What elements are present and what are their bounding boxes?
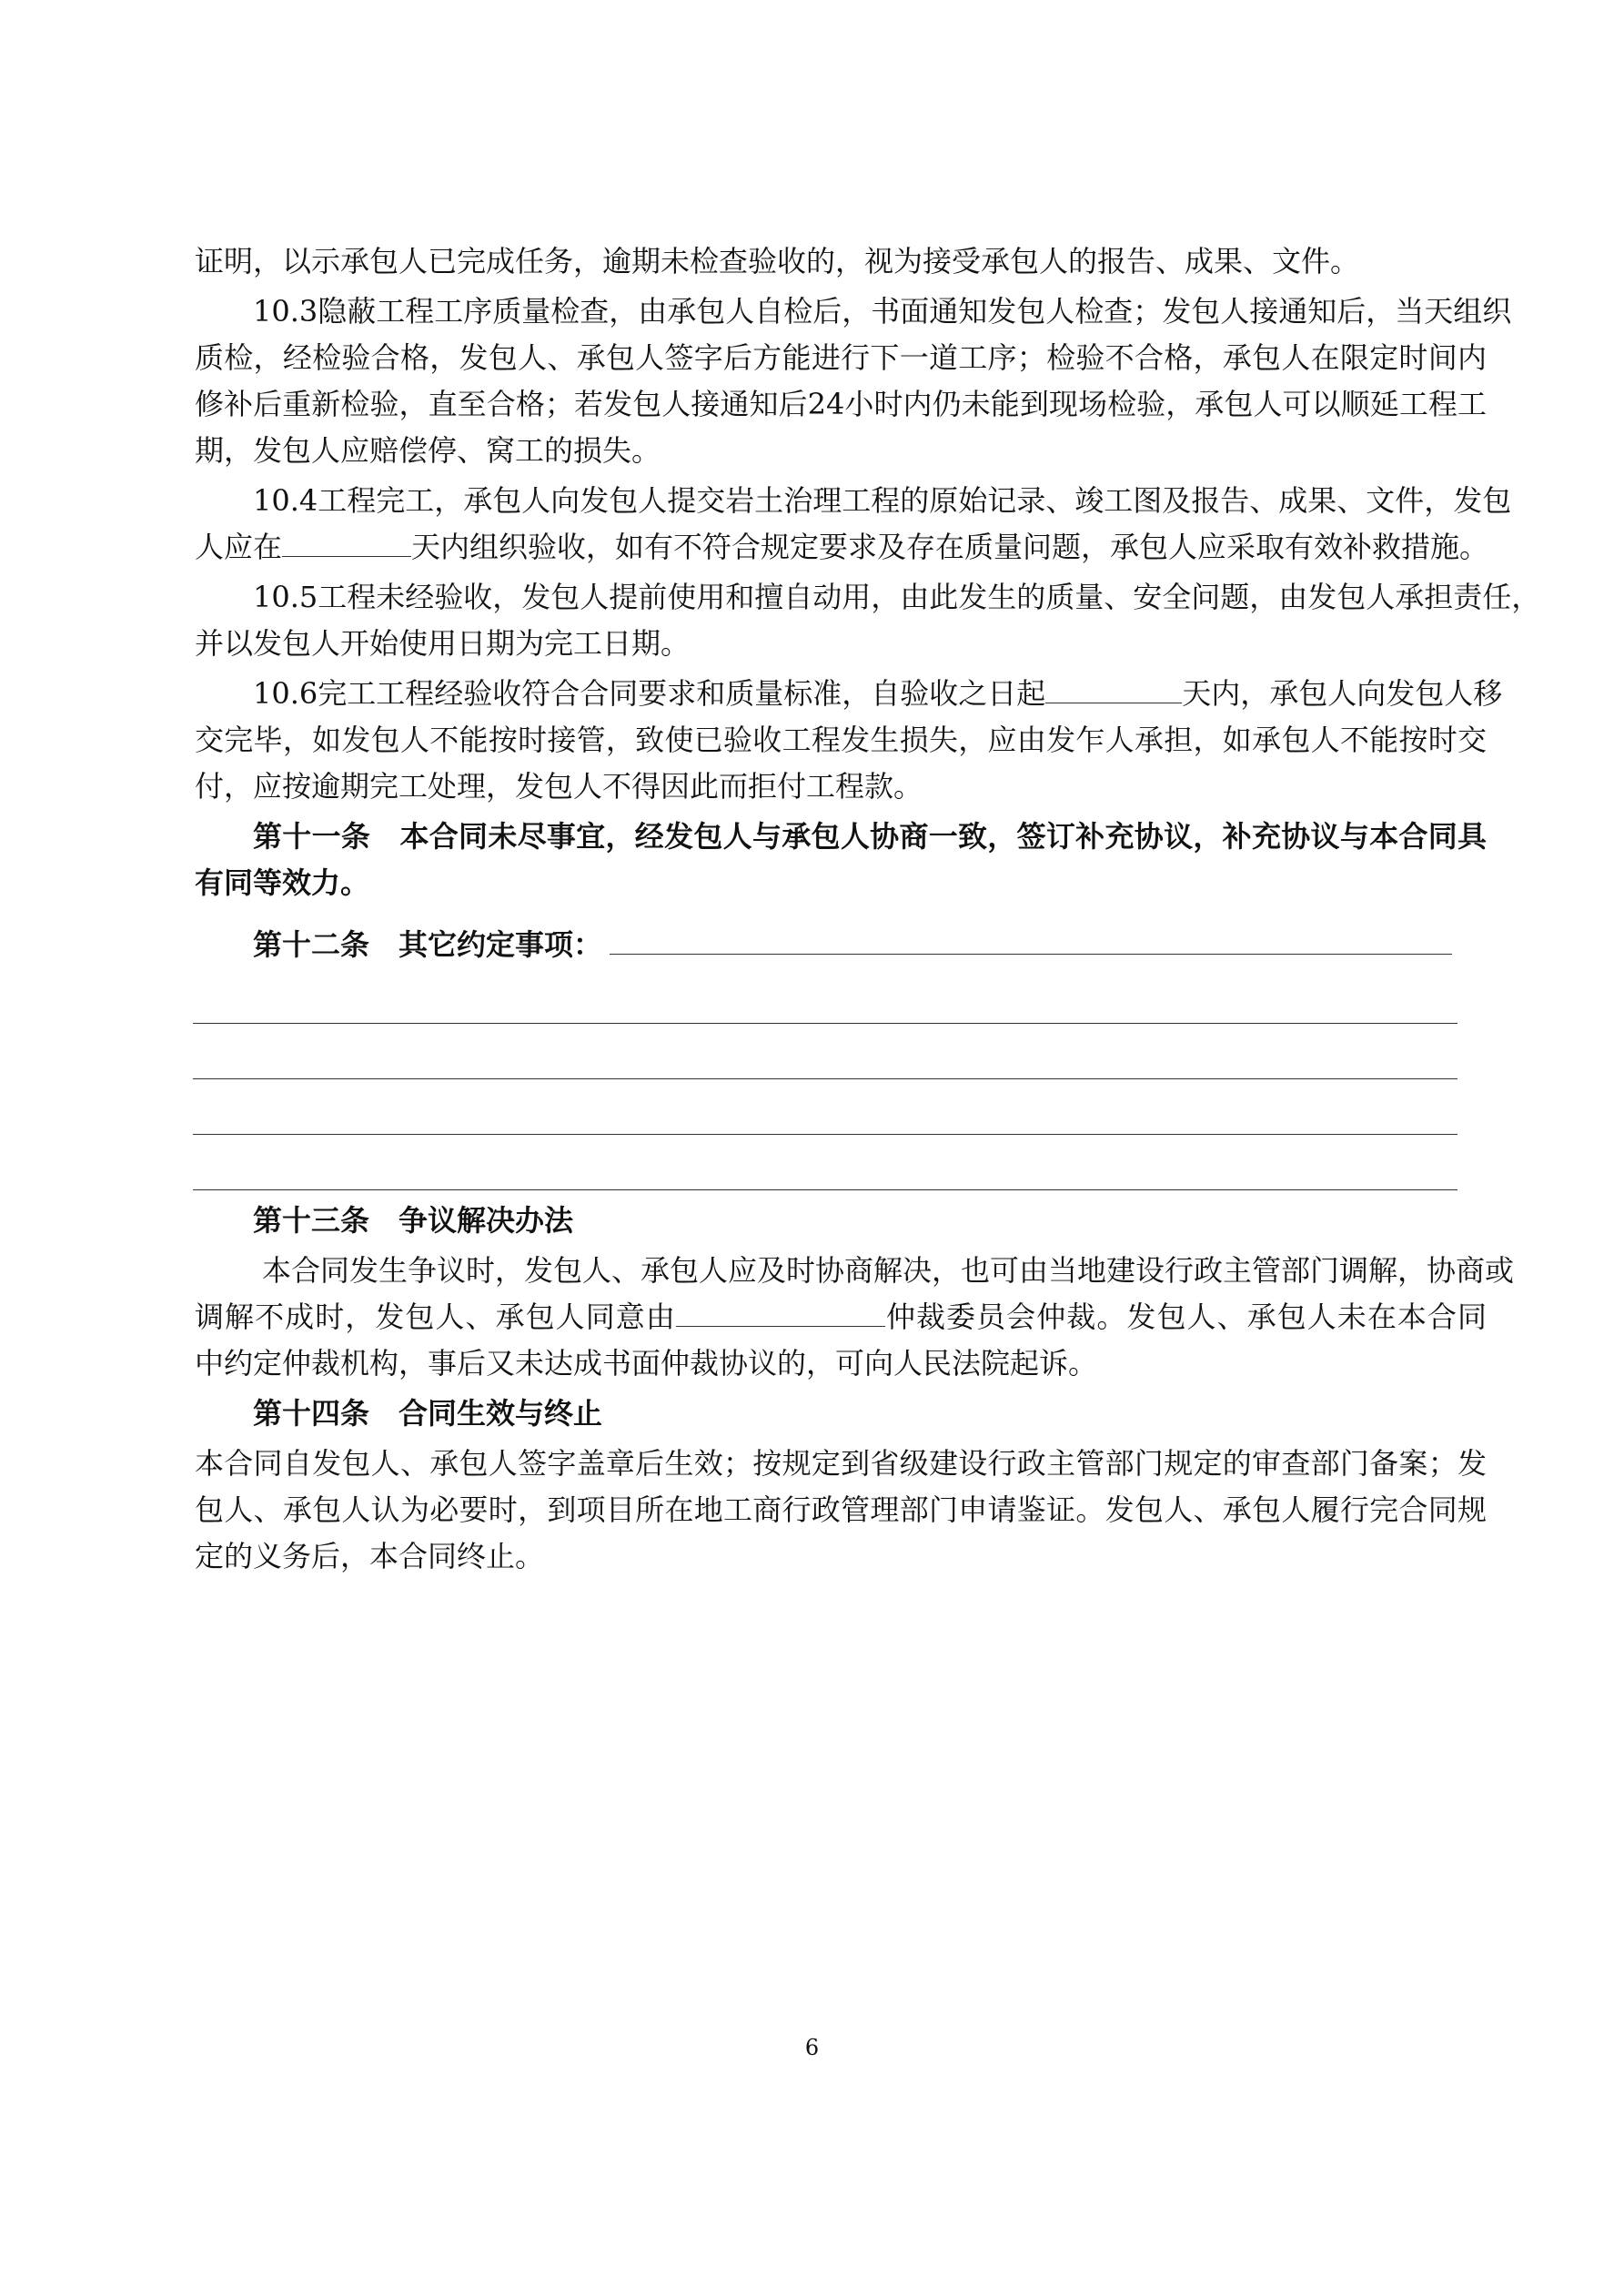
- clause-10-3: [195, 288, 1512, 474]
- contract-page-body: [195, 238, 1541, 1580]
- page-number: 6: [804, 2035, 820, 2060]
- text-line: 定的义务后，本合同终止。: [195, 1539, 545, 1573]
- text-line: 并以发包人开始使用日期为完工日期。: [195, 626, 691, 661]
- clause-10-5: [195, 574, 1541, 667]
- text-segment: 调解不成时，发包人、承包人同意由: [195, 1300, 676, 1334]
- text-line: 交完毕，如发包人不能按时接管，致使已验收工程发生损失，应由发乍人承担，如承包人不能按时交: [195, 723, 1487, 757]
- text-line: 本合同自发包人、承包人签字盖章后生效；按规定到省级建设行政主管部门规定的审查部门备案；发: [195, 1446, 1487, 1481]
- paragraph-10-2-tail: [195, 238, 1487, 285]
- blank-line[interactable]: [193, 1024, 1458, 1079]
- text-line: 第十一条 本合同未尽事宜，经发包人与承包人协商一致，签订补充协议，补充协议与本合同具: [253, 819, 1487, 854]
- text-line: 10.4工程完工，承包人向发包人提交岩土治理工程的原始记录、竣工图及报告、成果、文件，发包: [253, 483, 1512, 518]
- text-line: [195, 524, 1487, 571]
- clause-10-6: [195, 671, 1503, 810]
- clause-10-4: [195, 478, 1512, 571]
- text-line: 质检，经检验合格，发包人、承包人签字后方能进行下一道工序；检验不合格，承包人在限定时间内: [195, 340, 1487, 375]
- handover-days-blank[interactable]: [1045, 675, 1182, 703]
- text-line: 10.3隐蔽工程工序质量检查，由承包人自检后，书面通知发包人检查；发包人接通知后，当天组织: [253, 294, 1512, 329]
- blank-line[interactable]: [193, 968, 1458, 1024]
- text-segment: 人应在: [195, 530, 283, 564]
- other-matters-lines: [193, 968, 1458, 1190]
- arbitration-committee-blank[interactable]: [676, 1299, 885, 1327]
- blank-line[interactable]: [193, 1079, 1458, 1135]
- text-line: [195, 922, 1487, 968]
- text-line: 有同等效力。: [195, 865, 370, 900]
- text-line: [195, 1294, 1487, 1340]
- other-matters-blank[interactable]: [610, 926, 1452, 955]
- text-line: 证明，以示承包人已完成任务，逾期未检查验收的，视为接受承包人的报告、成果、文件。: [195, 244, 1360, 278]
- heading-text: 第十四条 合同生效与终止: [253, 1396, 603, 1431]
- text-line: 付，应按逾期完工处理，发包人不得因此而拒付工程款。: [195, 769, 923, 804]
- text-line: 包人、承包人认为必要时，到项目所在地工商行政管理部门申请鉴证。发包人、承包人履行完合同规: [195, 1492, 1487, 1527]
- text-segment: 天内，承包人向发包人移: [1182, 676, 1503, 711]
- text-line: [195, 671, 1503, 717]
- acceptance-days-blank[interactable]: [282, 529, 411, 557]
- heading-text: 第十三条 争议解决办法: [253, 1203, 574, 1238]
- article-12-label: 第十二条 其它约定事项：: [253, 927, 603, 962]
- blank-line[interactable]: [193, 1135, 1458, 1190]
- text-segment: 天内组织验收，如有不符合规定要求及存在质量问题，承包人应采取有效补救措施。: [411, 530, 1489, 564]
- article-12: [195, 922, 1487, 1190]
- text-line: 中约定仲裁机构，事后又未达成书面仲裁协议的，可向人民法院起诉。: [195, 1346, 1098, 1381]
- text-segment: 10.6完工工程经验收符合合同要求和质量标准，自验收之日起: [253, 676, 1046, 711]
- article-13-heading: [195, 1198, 1487, 1244]
- text-line: 期，发包人应赔偿停、窝工的损失。: [195, 433, 661, 468]
- article-14-body: [195, 1441, 1487, 1580]
- text-line: 修补后重新检验，直至合格；若发包人接通知后24小时内仍未能到现场检验，承包人可以顺延工程工: [195, 387, 1487, 421]
- article-13-body: [195, 1248, 1515, 1387]
- text-line: 本合同发生争议时，发包人、承包人应及时协商解决，也可由当地建设行政主管部门调解，协商或: [262, 1253, 1515, 1288]
- text-line: 10.5工程未经验收，发包人提前使用和擅自动用，由此发生的质量、安全问题，由发包人承担责任，: [253, 580, 1541, 614]
- article-14-heading: [195, 1391, 1487, 1437]
- article-11: [195, 814, 1487, 906]
- text-segment: 仲裁委员会仲裁。发包人、承包人未在本合同: [884, 1300, 1487, 1334]
